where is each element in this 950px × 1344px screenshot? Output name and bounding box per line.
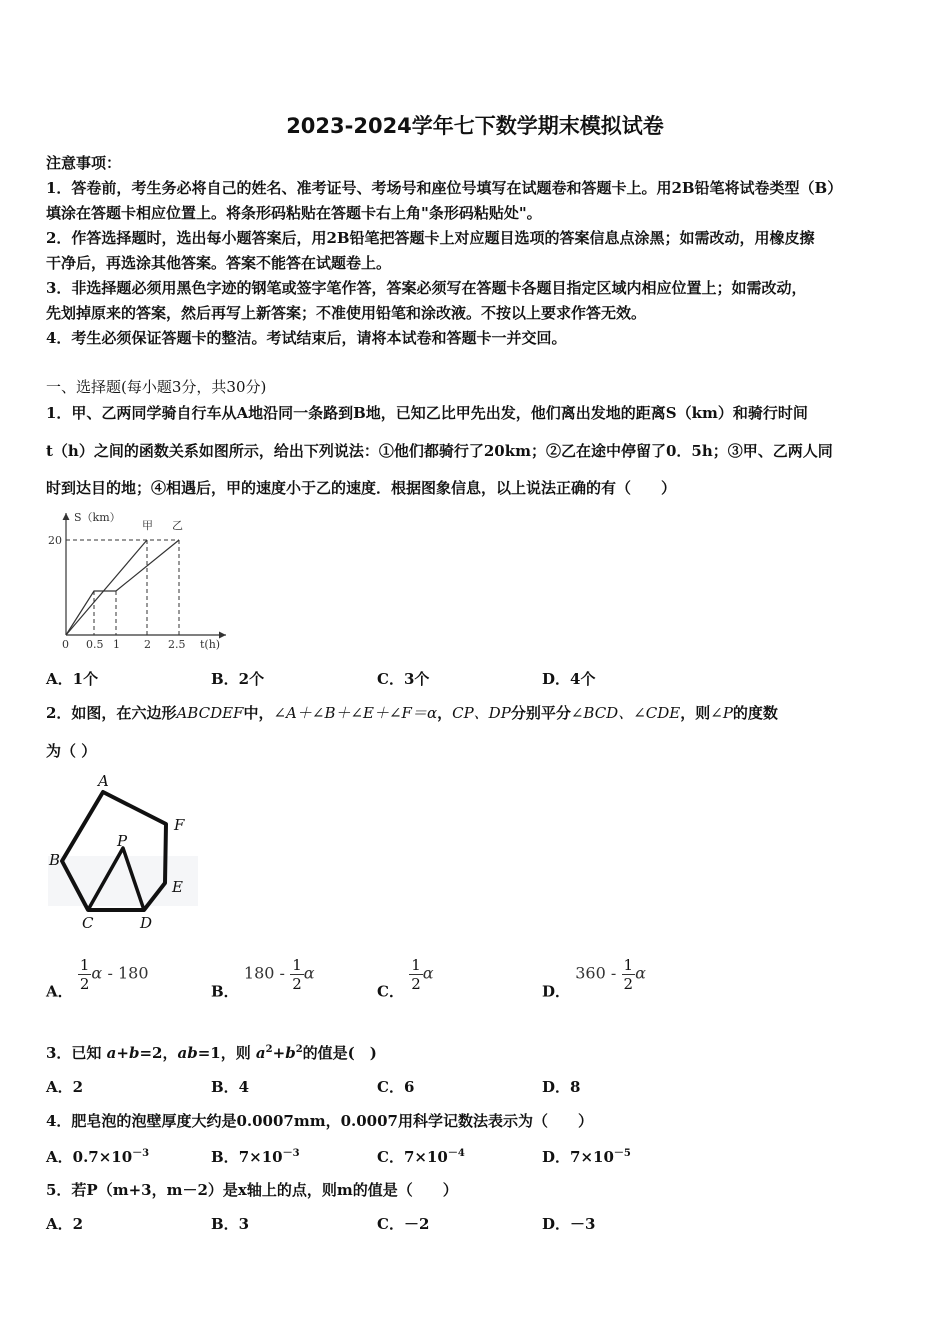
fraction — [290, 956, 304, 993]
label-jia: 甲 — [142, 519, 153, 532]
notice-line: 先划掉原来的答案，然后再写上新答案；不准使用铅笔和涂改液。不按以上要求作答无效。 — [46, 304, 647, 322]
expr-rest: - 180 — [107, 963, 149, 983]
q4-option-b[interactable] — [211, 1144, 300, 1167]
q2-hexagon-figure — [44, 768, 214, 933]
q3-option-a[interactable]: A．2 — [46, 1078, 84, 1096]
numerator: 1 — [79, 956, 90, 974]
q3-exp: 2 — [265, 1044, 273, 1055]
option-letter: B． — [211, 1148, 239, 1166]
x-tick: 1 — [113, 638, 120, 651]
option-letter: C． — [377, 982, 404, 1001]
q3-expr: ab — [177, 1044, 198, 1062]
page-title: 2023-2024学年七下数学期末模拟试卷 — [286, 114, 664, 138]
option-letter: D． — [542, 982, 571, 1001]
q2-bisectors: CP、DP — [452, 704, 511, 722]
notice-line: 填涂在答题卡相应位置上。将条形码粘贴在答题卡右上角"条形码粘贴处"。 — [46, 204, 542, 222]
q3-text: 3．已知 — [46, 1044, 107, 1062]
q4-option-a[interactable] — [46, 1144, 149, 1167]
q3-text: 的值是( ) — [302, 1044, 377, 1062]
alpha: α — [91, 963, 103, 983]
expr-lead: 360 - — [575, 963, 617, 983]
q3-option-c[interactable]: C．6 — [377, 1078, 415, 1096]
option-letter: A． — [46, 1148, 73, 1166]
q3-text: =1，则 — [197, 1044, 256, 1062]
numerator: 1 — [411, 956, 421, 974]
notice-line: 2．作答选择题时，选出每小题答案后，用2B铅笔把答题卡上对应题目选项的答案信息点涂黑；如需改动，用橡皮擦 — [46, 229, 815, 247]
denominator: 2 — [79, 975, 90, 993]
denominator: 2 — [292, 975, 302, 993]
expr-lead: 180 - — [243, 963, 285, 983]
y-axis-label: S（km） — [74, 511, 121, 524]
fraction — [622, 956, 636, 993]
q5-line: 5．若P（m+3，m－2）是x轴上的点，则m的值是（ ） — [46, 1181, 458, 1199]
notice-line: 3．非选择题必须用黑色字迹的钢笔或签字笔作答，答案必须写在答题卡各题目指定区域内相应位置上；如需改动， — [46, 279, 807, 297]
q5-option-d[interactable]: D．－3 — [542, 1215, 596, 1233]
line-jia — [66, 540, 147, 635]
q2-text: ，则 — [680, 704, 711, 722]
option-letter: C． — [377, 1148, 404, 1166]
section-heading: 一、选择题(每小题3分，共30分) — [46, 378, 267, 396]
q1-line: 1．甲、乙两同学骑自行车从A地沿同一条路到B地，已知乙比甲先出发，他们离出发地的距离S（km）和骑行时间 — [46, 404, 808, 422]
q2-prefix: 2．如图，在六边形 — [46, 704, 177, 722]
q5-option-c[interactable]: C．－2 — [377, 1215, 430, 1233]
q3-var: b — [285, 1044, 296, 1062]
q1-option-a[interactable]: A．1个 — [46, 670, 99, 688]
x-tick: 0 — [62, 638, 69, 651]
q2-option-c[interactable] — [377, 956, 434, 1002]
q4-line: 4．肥皂泡的泡壁厚度大约是0.0007mm，0.0007用科学记数法表示为（ ） — [46, 1112, 593, 1130]
x-axis-label: t(h) — [200, 638, 221, 651]
option-letter: D． — [542, 1148, 571, 1166]
q5-option-b[interactable]: B．3 — [211, 1215, 250, 1233]
x-tick: 2.5 — [168, 638, 186, 651]
q2-angle-p: ∠P — [710, 704, 733, 722]
option-exp: －5 — [613, 1148, 631, 1159]
option-base: 7×10 — [570, 1148, 614, 1166]
vertex-p: P — [117, 832, 128, 850]
fraction — [78, 956, 92, 993]
notice-heading: 注意事项： — [46, 154, 122, 172]
option-base: 7×10 — [403, 1148, 448, 1166]
q2-option-b[interactable] — [211, 956, 315, 1002]
alpha: α — [422, 963, 434, 983]
q2-line-1 — [46, 702, 778, 723]
alpha: α — [635, 963, 646, 983]
q3-var: a — [255, 1044, 266, 1062]
q1-line: 时到达目的地；④相遇后，甲的速度小于乙的速度．根据图象信息，以上说法正确的有（ ） — [46, 479, 677, 497]
q1-line: t（h）之间的函数关系如图所示，给出下列说法：①他们都骑行了20km；②乙在途中停留了0．5h；③甲、乙两人同 — [46, 442, 833, 460]
denominator: 2 — [411, 975, 421, 993]
vertex-d: D — [140, 914, 153, 932]
numerator: 1 — [292, 956, 302, 974]
option-letter: A． — [46, 982, 73, 1001]
q1-option-b[interactable]: B．2个 — [211, 670, 265, 688]
q4-option-c[interactable] — [377, 1144, 465, 1167]
option-letter: B． — [211, 982, 239, 1001]
notice-line: 干净后，再选涂其他答案。答案不能答在试题卷上。 — [46, 254, 392, 272]
fraction — [409, 956, 423, 993]
vertex-a: A — [98, 772, 109, 790]
notice-line: 1．答卷前，考生务必将自己的姓名、准考证号、考场号和座位号填写在试题卷和答题卡上。用2B铅笔将试卷类型（B） — [46, 179, 843, 197]
label-yi: 乙 — [172, 519, 183, 532]
q2-angles: ∠BCD、∠CDE — [570, 704, 681, 722]
y-tick-20: 20 — [48, 534, 62, 547]
x-tick: 2 — [144, 638, 151, 651]
q1-option-d[interactable]: D．4个 — [542, 670, 596, 688]
notice-line: 4．考生必须保证答题卡的整洁。考试结束后，请将本试卷和答题卡一并交回。 — [46, 329, 567, 347]
q2-text: 的度数 — [732, 704, 778, 722]
q2-text: 中， — [243, 704, 274, 722]
q1-graph — [44, 505, 234, 655]
q3-option-b[interactable]: B．4 — [211, 1078, 250, 1096]
q2-option-a[interactable] — [46, 956, 149, 1002]
q3-text: =2， — [139, 1044, 178, 1062]
q2-comma: ， — [437, 704, 453, 722]
vertex-c: C — [82, 914, 94, 932]
vertex-e: E — [172, 878, 183, 896]
q4-option-d[interactable] — [542, 1144, 631, 1167]
q2-condition: ∠A＋∠B＋∠E＋∠F＝α — [273, 704, 438, 722]
q3-plus: + — [272, 1044, 286, 1062]
option-exp: －4 — [447, 1148, 465, 1159]
denominator: 2 — [623, 975, 634, 993]
q2-line-2: 为（ ） — [46, 742, 97, 760]
q3-option-d[interactable]: D．8 — [542, 1078, 581, 1096]
x-tick: 0.5 — [86, 638, 104, 651]
q3-line — [46, 1042, 377, 1063]
vertex-b: B — [49, 851, 61, 869]
option-base: 0.7×10 — [72, 1148, 133, 1166]
vertex-f: F — [174, 816, 185, 834]
q2-hexagon: ABCDEF — [176, 704, 244, 722]
option-base: 7×10 — [238, 1148, 283, 1166]
line-yi — [66, 540, 179, 635]
option-exp: －3 — [132, 1148, 150, 1159]
q1-option-c[interactable]: C．3个 — [377, 670, 430, 688]
alpha: α — [303, 963, 315, 983]
q3-exp: 2 — [295, 1044, 303, 1055]
option-exp: －3 — [282, 1148, 300, 1159]
q2-option-d[interactable] — [542, 956, 646, 1002]
q2-text: 分别平分 — [510, 704, 571, 722]
numerator: 1 — [623, 956, 634, 974]
q3-expr: a+b — [106, 1044, 140, 1062]
q5-option-a[interactable]: A．2 — [46, 1215, 84, 1233]
